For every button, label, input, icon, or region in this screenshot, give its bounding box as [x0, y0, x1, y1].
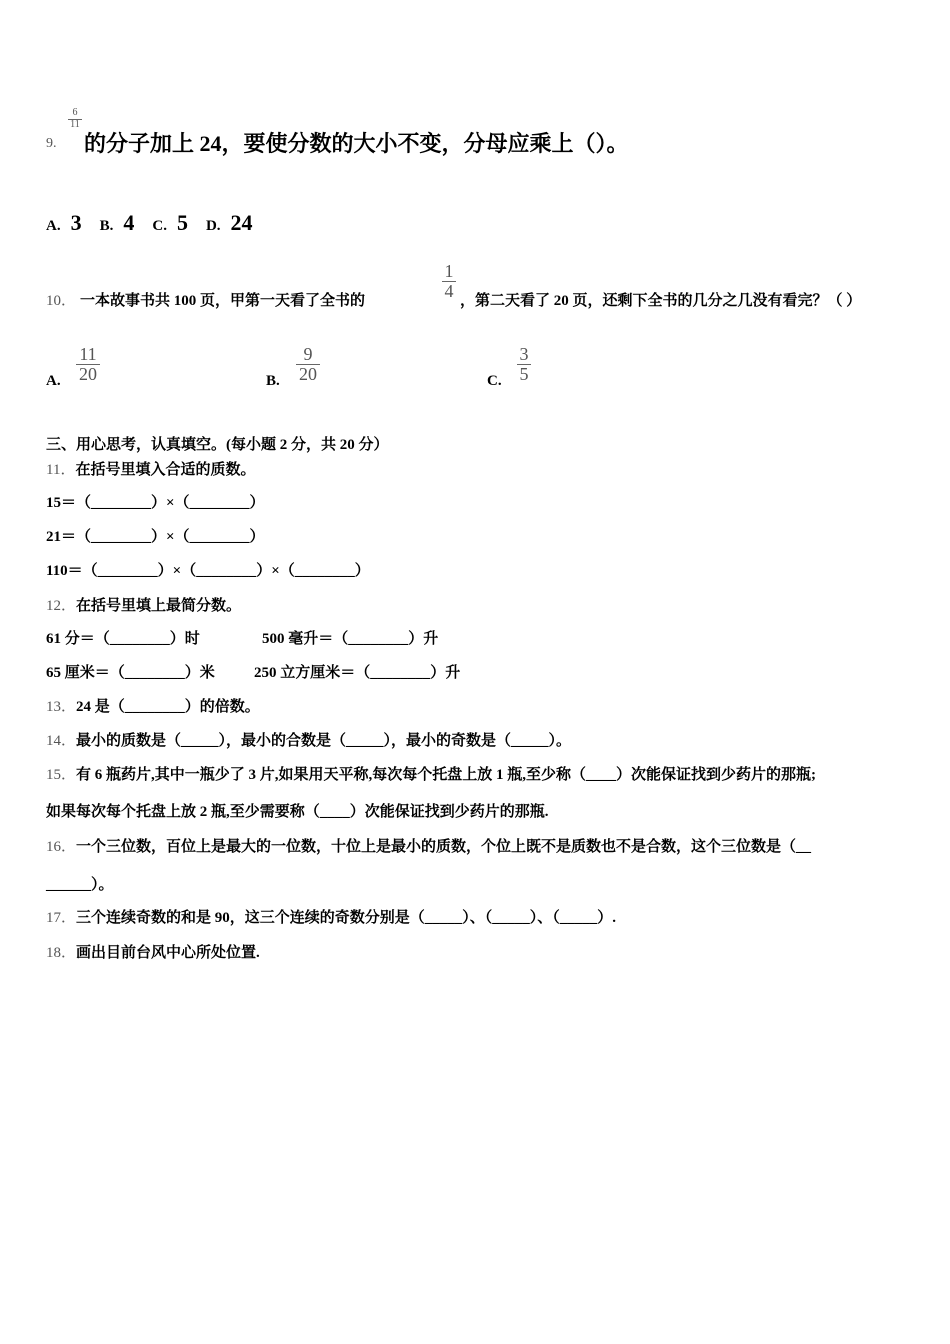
q10-line — [46, 262, 906, 312]
q10-option-b-den: 20 — [299, 363, 317, 384]
q13-line[interactable] — [46, 695, 260, 716]
q10-option-c-num: 3 — [517, 345, 531, 365]
q10-option-a-fraction — [76, 345, 100, 384]
q18-number: 18． — [46, 945, 77, 961]
q14-text: 最小的质数是（_____），最小的合数是（_____），最小的奇数是（_____）。 — [76, 733, 572, 749]
q10-number: 10． — [46, 293, 77, 309]
q14-line[interactable] — [46, 729, 571, 750]
q11-line2[interactable]: 21＝（________）×（________） — [46, 529, 265, 545]
q12-line — [46, 594, 241, 615]
q10-option-c-fraction — [517, 345, 531, 384]
q9-option-d-label[interactable]: D. — [205, 218, 221, 234]
q12-l1a[interactable]: 61 分＝（________）时 — [46, 631, 200, 647]
q13-number: 13． — [46, 699, 77, 715]
q13-text: 24 是（________）的倍数。 — [76, 699, 260, 715]
q9-text: 的分子加上 24，要使分数的大小不变，分母应乘上（）。 — [84, 131, 629, 156]
q10-frac-num: 1 — [442, 262, 456, 282]
q10-option-c-den: 5 — [519, 363, 529, 384]
q15-text-a: 有 6 瓶药片,其中一瓶少了 3 片,如果用天平称,每次每个托盘上放 1 瓶,至少称（____）次能保证找到少药片的那瓶; — [76, 767, 817, 783]
q9-option-c-label[interactable]: C. — [152, 218, 167, 234]
q11-text: 在括号里填入合适的质数。 — [75, 462, 256, 478]
q9-frac-den: 11 — [70, 118, 80, 130]
q10-option-a-num: 11 — [76, 345, 100, 365]
q10-option-b-label: B. — [266, 373, 280, 389]
q9-option-b-value[interactable]: 4 — [123, 210, 135, 235]
q10-option-b-num: 9 — [296, 345, 320, 365]
q9-number: 9. — [46, 136, 57, 151]
q10-option-c-label: C. — [487, 373, 502, 389]
q12-text: 在括号里填上最简分数。 — [76, 598, 242, 614]
q10-option-a-label: A. — [46, 373, 61, 389]
q9-option-a-value[interactable]: 3 — [70, 210, 82, 235]
q17-text: 三个连续奇数的和是 90，这三个连续的奇数分别是（_____）、（_____）、（_____）. — [76, 910, 617, 926]
q10-text-b: ，第二天看了 20 页，还剩下全书的几分之几没有看完？（ ） — [460, 293, 862, 309]
q16-line-a[interactable] — [46, 835, 811, 856]
q15-line-b[interactable]: 如果每次每个托盘上放 2 瓶,至少需要称（____）次能保证找到少药片的那瓶. — [46, 804, 549, 820]
q17-line[interactable] — [46, 906, 616, 927]
q11-line1[interactable]: 15＝（________）×（________） — [46, 495, 265, 511]
q18-text: 画出目前台风中心所处位置. — [76, 945, 260, 961]
q11-line — [46, 458, 255, 479]
q10-frac-den: 4 — [444, 280, 454, 301]
q17-number: 17． — [46, 910, 77, 926]
q15-number: 15． — [46, 767, 77, 783]
q16-line-b[interactable]: ______）。 — [46, 877, 114, 893]
q11-line3[interactable]: 110＝（________）×（________）×（________） — [46, 563, 370, 579]
q10-fraction — [442, 262, 456, 301]
q16-number: 16． — [46, 839, 77, 855]
q12-l2b[interactable]: 250 立方厘米＝（________）升 — [254, 665, 461, 681]
q10-option-b-fraction — [296, 345, 320, 384]
q14-number: 14． — [46, 733, 77, 749]
q9-option-b-label[interactable]: B. — [99, 218, 114, 234]
q9-option-a-label[interactable]: A. — [46, 218, 61, 234]
q18-line — [46, 941, 260, 962]
q9-option-d-value[interactable]: 24 — [230, 210, 253, 235]
q11-number: 11． — [46, 462, 76, 478]
section3-title: 三、用心思考，认真填空。(每小题 2 分，共 20 分） — [46, 437, 389, 453]
q12-l1b[interactable]: 500 毫升＝（________）升 — [262, 631, 439, 647]
q10-option-a-den: 20 — [79, 363, 97, 384]
q12-l2a[interactable]: 65 厘米＝（________）米 — [46, 665, 215, 681]
q10-text-a: 一本故事书共 100 页，甲第一天看了全书的 — [80, 293, 366, 309]
q15-line-a[interactable] — [46, 763, 816, 784]
q9-fraction — [68, 108, 82, 130]
q16-text-a: 一个三位数，百位上是最大的一位数，十位上是最小的质数，个位上既不是质数也不是合数，这个三位数是（__ — [76, 839, 812, 855]
q9-option-c-value[interactable]: 5 — [176, 210, 188, 235]
q9-frac-num: 6 — [68, 108, 82, 120]
q12-number: 12． — [46, 598, 77, 614]
q9-options — [46, 210, 253, 236]
